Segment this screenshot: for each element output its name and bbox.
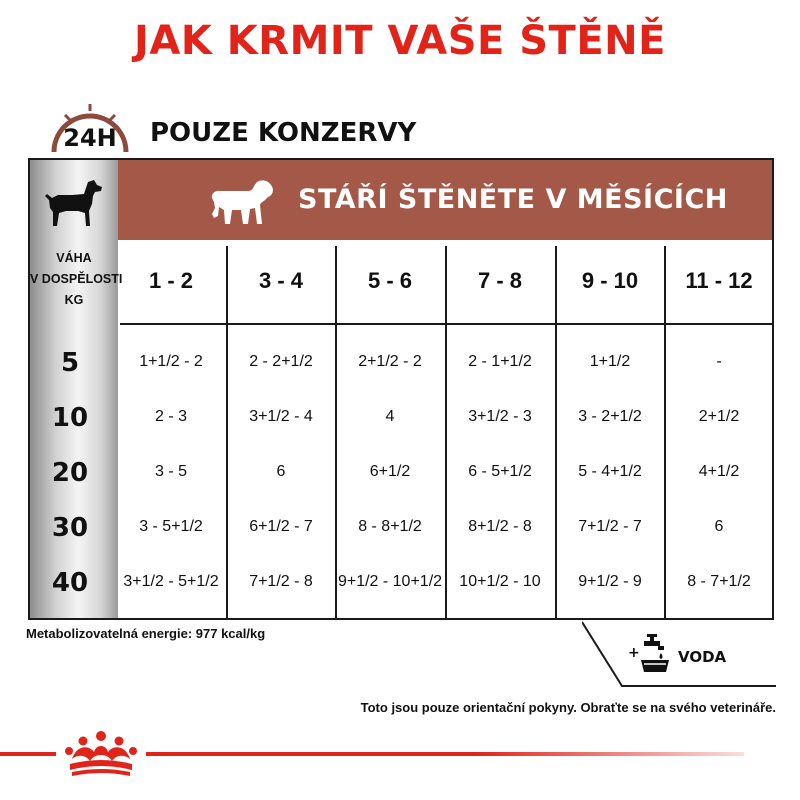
table-cell: 2 - 2+1/2 (249, 353, 313, 370)
weight-value: 5 (60, 348, 80, 378)
weight-label-line-2: V DOSPĚLOSTI (30, 272, 123, 286)
weight-label-line-1: VÁHA (56, 251, 92, 265)
table-cell: 3+1/2 - 5+1/2 (123, 573, 219, 590)
table-cell: 6+1/2 - 7 (249, 518, 313, 535)
table-cell: 8 - 7+1/2 (687, 573, 751, 590)
table-cell: 7+1/2 - 7 (578, 518, 642, 535)
weight-value: 20 (51, 458, 89, 488)
table-cell: - (716, 353, 722, 370)
table-cell: 6+1/2 (369, 463, 411, 480)
table-cell: 1+1/2 (589, 353, 631, 370)
footer-red-line-right (146, 752, 744, 756)
table-cell: 6 (714, 518, 724, 535)
weight-value: 10 (51, 403, 89, 433)
table-cell: 6 - 5+1/2 (468, 463, 532, 480)
column-divider (664, 246, 666, 618)
table-cell: 9+1/2 - 10+1/2 (337, 573, 443, 590)
column-divider (226, 246, 228, 618)
water-tap-bowl-icon (638, 632, 672, 674)
table-cell: 8+1/2 - 8 (468, 518, 532, 535)
age-header-title: STÁŘÍ ŠTĚNĚTE V MĚSÍCÍCH (298, 184, 728, 215)
water-plus-sign: + (628, 645, 640, 661)
section-title: POUZE KONZERVY (150, 118, 417, 148)
badge-24h-label: 24H (63, 124, 117, 152)
table-cell: 3+1/2 - 3 (468, 408, 532, 425)
puppy-icon (208, 176, 278, 230)
footer-red-line-left (0, 752, 56, 756)
energy-info: Metabolizovatelná energie: 977 kcal/kg (26, 626, 266, 641)
table-cell: 3 - 5+1/2 (139, 518, 203, 535)
weight-label-line-3: KG (64, 293, 84, 307)
age-column-header: 5 - 6 (367, 268, 413, 293)
table-cell: 9+1/2 - 9 (578, 573, 642, 590)
table-cell: 4+1/2 (698, 463, 740, 480)
weight-column-sidebar (30, 160, 123, 618)
table-cell: 10+1/2 - 10 (459, 573, 541, 590)
age-column-header: 1 - 2 (148, 268, 194, 293)
column-divider (445, 246, 447, 618)
water-label: VODA (678, 648, 727, 666)
dog-side-icon (42, 178, 104, 228)
age-column-header: 7 - 8 (477, 268, 523, 293)
age-column-header: 9 - 10 (581, 268, 639, 293)
column-divider (335, 246, 337, 618)
table-cell: 8 - 8+1/2 (358, 518, 422, 535)
page-title: JAK KRMIT VAŠE ŠTĚNĚ (134, 18, 666, 64)
age-column-header: 11 - 12 (685, 268, 753, 293)
table-cell: 3+1/2 - 4 (249, 408, 313, 425)
table-cell: 2+1/2 (698, 408, 740, 425)
table-cell: 2 - 1+1/2 (468, 353, 532, 370)
table-cell: 1+1/2 - 2 (139, 353, 203, 370)
age-column-header: 3 - 4 (258, 268, 304, 293)
weight-value: 40 (51, 568, 89, 598)
table-cell: 3 - 5 (154, 463, 187, 480)
table-cell: 3 - 2+1/2 (578, 408, 642, 425)
header-divider (120, 323, 772, 325)
table-cell: 5 - 4+1/2 (578, 463, 642, 480)
table-cell: 4 (385, 408, 395, 425)
table-cell: 7+1/2 - 8 (249, 573, 313, 590)
table-cell: 2 - 3 (154, 408, 187, 425)
weight-value: 30 (51, 513, 89, 543)
table-cell: 2+1/2 - 2 (358, 353, 422, 370)
weight-column-label (30, 248, 123, 311)
royal-canin-crown-logo (58, 726, 144, 782)
table-cell: 6 (276, 463, 286, 480)
column-divider (555, 246, 557, 618)
disclaimer-note: Toto jsou pouze orientační pokyny. Obraťte se na svého veterináře. (360, 700, 776, 715)
